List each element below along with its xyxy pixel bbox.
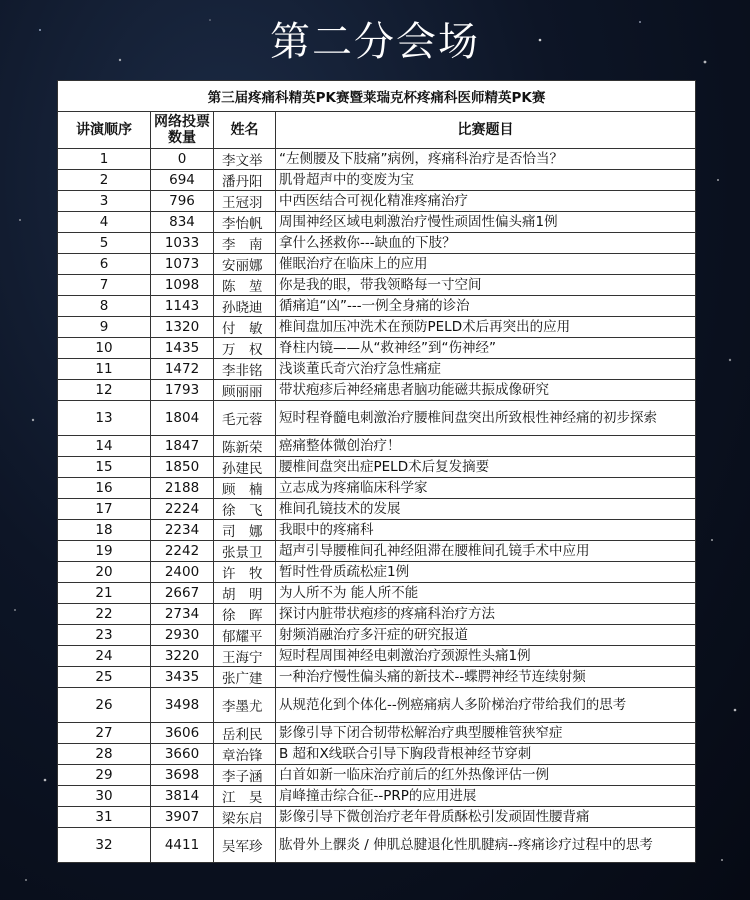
cell-topic: 椎间孔镜技术的发展 [276,499,696,520]
cell-name: 陈 堃 [214,275,276,296]
cell-name: 潘丹阳 [214,170,276,191]
cell-votes: 1320 [151,317,214,338]
cell-votes: 1472 [151,359,214,380]
table-row [58,359,696,380]
table-row [58,233,696,254]
cell-name: 张广建 [214,667,276,688]
cell-order: 31 [58,807,151,828]
cell-votes: 3660 [151,744,214,765]
cell-order: 6 [58,254,151,275]
table-row [58,744,696,765]
table-row [58,723,696,744]
table-row [58,478,696,499]
cell-order: 26 [58,688,151,723]
cell-name: 徐 晖 [214,604,276,625]
cell-votes: 0 [151,149,214,170]
table-row [58,765,696,786]
cell-order: 32 [58,828,151,863]
table-row [58,688,696,723]
cell-votes: 2400 [151,562,214,583]
cell-topic: 腰椎间盘突出症PELD术后复发摘要 [276,457,696,478]
cell-topic: 周围神经区域电刺激治疗慢性顽固性偏头痛1例 [276,212,696,233]
cell-name: 顾 楠 [214,478,276,499]
cell-topic: 带状疱疹后神经痛患者脑功能磁共振成像研究 [276,380,696,401]
cell-topic: 肩峰撞击综合征--PRP的应用进展 [276,786,696,807]
table-row [58,646,696,667]
table-row [58,807,696,828]
table-row [58,604,696,625]
table-row [58,457,696,478]
cell-name: 李文举 [214,149,276,170]
cell-votes: 1073 [151,254,214,275]
cell-topic: 拿什么拯救你---缺血的下肢？ [276,233,696,254]
cell-votes: 2734 [151,604,214,625]
cell-order: 1 [58,149,151,170]
cell-name: 岳利民 [214,723,276,744]
header-topic: 比赛题目 [276,112,696,149]
cell-votes: 1850 [151,457,214,478]
cell-votes: 1804 [151,401,214,436]
cell-topic: 肱骨外上髁炎 / 伸肌总腱退化性肌腱病--疼痛诊疗过程中的思考 [276,828,696,863]
cell-topic: 立志成为疼痛临床科学家 [276,478,696,499]
cell-name: 顾丽丽 [214,380,276,401]
table-row [58,786,696,807]
cell-name: 司 娜 [214,520,276,541]
cell-topic: 一种治疗慢性偏头痛的新技术--蝶腭神经节连续射频 [276,667,696,688]
cell-name: 孙建民 [214,457,276,478]
cell-votes: 3907 [151,807,214,828]
cell-votes: 3220 [151,646,214,667]
cell-topic: 短时程周围神经电刺激治疗颈源性头痛1例 [276,646,696,667]
table-row [58,436,696,457]
cell-votes: 1435 [151,338,214,359]
cell-topic: 探讨内脏带状疱疹的疼痛科治疗方法 [276,604,696,625]
header-name: 姓名 [214,112,276,149]
cell-name: 万 权 [214,338,276,359]
cell-topic: 影像引导下微创治疗老年骨质酥松引发顽固性腰背痛 [276,807,696,828]
cell-topic: 脊柱内镜——从“救神经”到“伤神经” [276,338,696,359]
cell-votes: 1098 [151,275,214,296]
table-row [58,380,696,401]
cell-votes: 4411 [151,828,214,863]
cell-topic: “左侧腰及下肢痛”病例，疼痛科治疗是否恰当？ [276,149,696,170]
cell-order: 25 [58,667,151,688]
table-row [58,520,696,541]
cell-order: 14 [58,436,151,457]
cell-votes: 3606 [151,723,214,744]
cell-order: 23 [58,625,151,646]
cell-order: 7 [58,275,151,296]
cell-votes: 3498 [151,688,214,723]
table-row [58,170,696,191]
competition-table [57,80,696,863]
cell-votes: 3435 [151,667,214,688]
cell-votes: 3814 [151,786,214,807]
table-row [58,583,696,604]
cell-topic: 短时程脊髓电刺激治疗腰椎间盘突出所致根性神经痛的初步探索 [276,401,696,436]
cell-votes: 1143 [151,296,214,317]
cell-name: 郁耀平 [214,625,276,646]
table-row [58,149,696,170]
table-row [58,499,696,520]
cell-order: 30 [58,786,151,807]
header-votes: 网络投票数量 [151,112,214,149]
cell-order: 24 [58,646,151,667]
cell-name: 王冠羽 [214,191,276,212]
cell-name: 李 南 [214,233,276,254]
table-row [58,191,696,212]
cell-topic: 浅谈董氏奇穴治疗急性痛症 [276,359,696,380]
cell-topic: 从规范化到个体化--例癌痛病人多阶梯治疗带给我们的思考 [276,688,696,723]
table-row [58,212,696,233]
cell-name: 李子涵 [214,765,276,786]
cell-topic: 射频消融治疗多汗症的研究报道 [276,625,696,646]
cell-votes: 834 [151,212,214,233]
cell-name: 徐 飞 [214,499,276,520]
cell-topic: B 超和X线联合引导下胸段背根神经节穿刺 [276,744,696,765]
cell-order: 8 [58,296,151,317]
table-row [58,667,696,688]
cell-name: 许 牧 [214,562,276,583]
cell-votes: 2234 [151,520,214,541]
cell-votes: 3698 [151,765,214,786]
table-row [58,541,696,562]
cell-topic: 我眼中的疼痛科 [276,520,696,541]
cell-name: 安丽娜 [214,254,276,275]
cell-votes: 1793 [151,380,214,401]
cell-votes: 2930 [151,625,214,646]
table-row [58,317,696,338]
cell-topic: 催眠治疗在临床上的应用 [276,254,696,275]
cell-votes: 1033 [151,233,214,254]
table-row [58,401,696,436]
page-title: 第二分会场 [270,19,480,65]
cell-name: 吴军珍 [214,828,276,863]
cell-topic: 中西医结合可视化精准疼痛治疗 [276,191,696,212]
cell-order: 29 [58,765,151,786]
cell-topic: 暂时性骨质疏松症1例 [276,562,696,583]
cell-order: 5 [58,233,151,254]
cell-order: 9 [58,317,151,338]
cell-name: 李怡帆 [214,212,276,233]
cell-order: 20 [58,562,151,583]
table-caption: 第三届疼痛科精英PK赛暨莱瑞克杯疼痛科医师精英PK赛 [58,81,696,112]
cell-name: 李墨尤 [214,688,276,723]
cell-topic: 为人所不为 能人所不能 [276,583,696,604]
cell-order: 11 [58,359,151,380]
cell-name: 张景卫 [214,541,276,562]
cell-order: 21 [58,583,151,604]
cell-name: 陈新荣 [214,436,276,457]
table-row [58,828,696,863]
cell-topic: 你是我的眼，带我领略每一寸空间 [276,275,696,296]
cell-order: 27 [58,723,151,744]
cell-order: 13 [58,401,151,436]
cell-topic: 肌骨超声中的变废为宝 [276,170,696,191]
cell-name: 付 敏 [214,317,276,338]
cell-topic: 椎间盘加压冲洗术在预防PELD术后再突出的应用 [276,317,696,338]
cell-order: 2 [58,170,151,191]
cell-name: 梁东启 [214,807,276,828]
cell-name: 章治锋 [214,744,276,765]
cell-name: 李非铭 [214,359,276,380]
cell-order: 17 [58,499,151,520]
cell-order: 12 [58,380,151,401]
cell-name: 毛元蓉 [214,401,276,436]
cell-votes: 694 [151,170,214,191]
cell-votes: 2667 [151,583,214,604]
cell-name: 江 昊 [214,786,276,807]
cell-topic: 癌痛整体微创治疗！ [276,436,696,457]
cell-order: 15 [58,457,151,478]
cell-topic: 影像引导下闭合韧带松解治疗典型腰椎管狭窄症 [276,723,696,744]
cell-order: 18 [58,520,151,541]
cell-order: 3 [58,191,151,212]
table-row [58,254,696,275]
table-row [58,625,696,646]
cell-votes: 2224 [151,499,214,520]
table-body [58,149,696,863]
cell-topic: 循痛追“凶”---一例全身痛的诊治 [276,296,696,317]
table-row [58,338,696,359]
cell-name: 胡 明 [214,583,276,604]
cell-topic: 白首如新一临床治疗前后的红外热像评估一例 [276,765,696,786]
table-row [58,562,696,583]
cell-name: 孙晓迪 [214,296,276,317]
cell-order: 28 [58,744,151,765]
cell-topic: 超声引导腰椎间孔神经阻滞在腰椎间孔镜手术中应用 [276,541,696,562]
cell-order: 22 [58,604,151,625]
cell-order: 10 [58,338,151,359]
cell-votes: 1847 [151,436,214,457]
cell-votes: 2242 [151,541,214,562]
cell-order: 19 [58,541,151,562]
cell-votes: 2188 [151,478,214,499]
cell-order: 4 [58,212,151,233]
cell-order: 16 [58,478,151,499]
header-order: 讲演顺序 [58,112,151,149]
cell-votes: 796 [151,191,214,212]
table-row [58,296,696,317]
cell-name: 王海宁 [214,646,276,667]
table-row [58,275,696,296]
